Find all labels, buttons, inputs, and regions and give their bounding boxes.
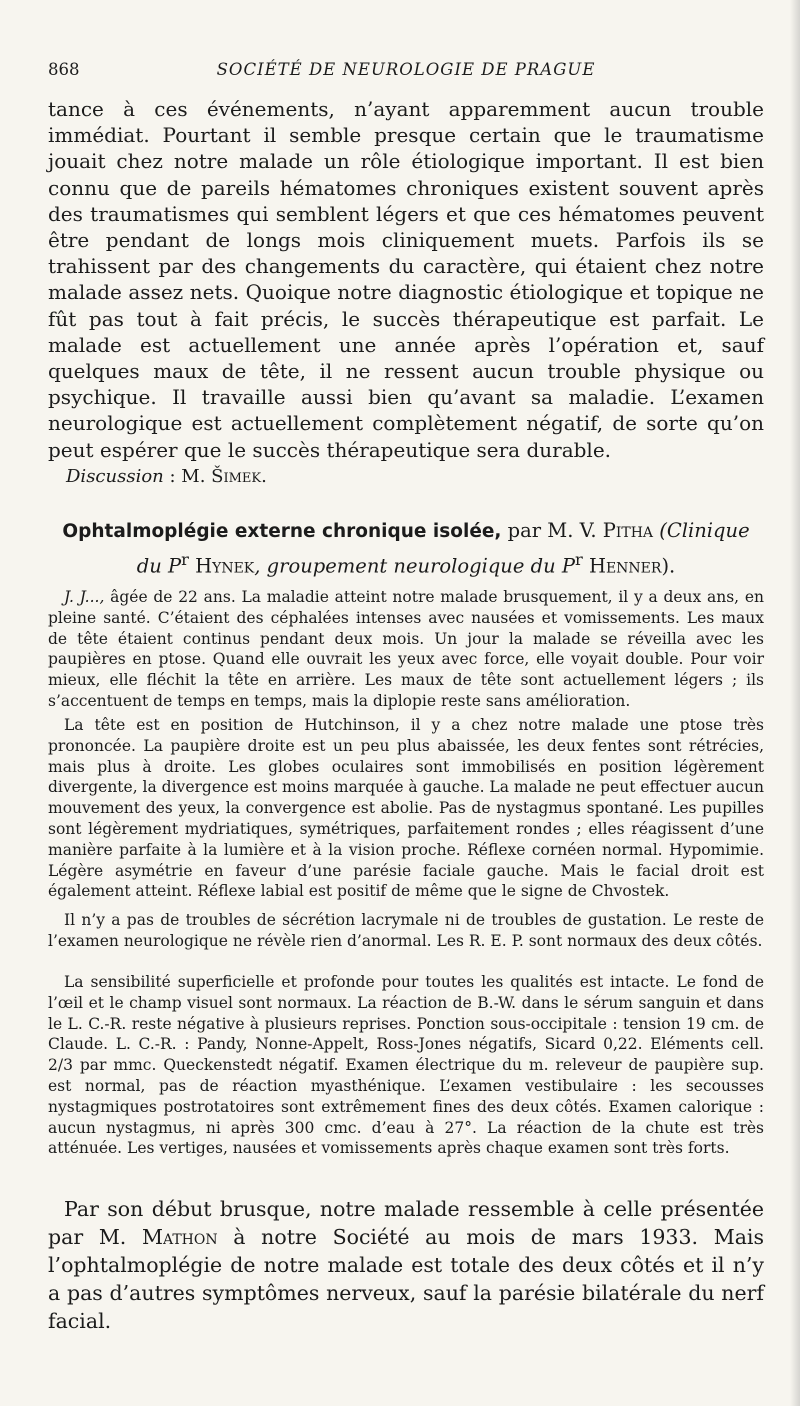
affiliation-open: (Clinique du P — [136, 519, 750, 578]
discussion-name: M. Šimek. — [181, 466, 267, 487]
article-author: Pitha — [602, 519, 654, 542]
closing-part-1: Par son début brusque, notre malade ressemble à celle présentée par M. — [48, 1197, 764, 1249]
article-title: Ophtalmoplégie externe chronique isolée, — [62, 521, 502, 542]
scan-edge — [790, 0, 800, 1406]
discussion-label: Discussion — [66, 466, 164, 487]
case-paragraph-3 — [48, 910, 764, 952]
case-paragraph-4 — [48, 972, 764, 1159]
affiliation-mid: , groupement neurologique du P — [254, 554, 575, 578]
article-by: par M. V. — [501, 519, 603, 542]
affiliation-close: ). — [661, 554, 676, 578]
affiliation-sup-1: r — [181, 550, 189, 569]
page-header — [48, 60, 764, 84]
patient-initials: J. J..., — [64, 588, 105, 606]
closing-name: Mathon — [142, 1225, 218, 1249]
article-heading — [48, 517, 764, 581]
affiliation-head-2: Henner — [582, 554, 662, 578]
case-paragraph-1 — [48, 587, 764, 712]
closing-paragraph — [48, 1195, 764, 1335]
case-paragraph-2-text: La tête est en position de Hutchinson, il y a chez notre malade une ptose très prononcée. La paupière droite est un peu plus abaissée, les deux fentes sont rétrécies, mais plus à droite. Les globes oculaires sont immobilisés en position légèrement divergente, la divergence est moins marquée à gauche. La malade ne peut effectuer aucun mouvement des yeux, la convergence est abolie. Pas de nystagmus spontané. Les pupilles sont légèrement mydriatiques, symétriques, parfaitement rondes ; elles réagissent d’une manière parfaite à la lumière et à la vision proche. Réflexe cornéen normal. Hypomimie. Légère asymétrie en faveur d’une parésie faciale gauche. Mais le facial droit est également atteint. Réflexe labial est positif de même que le signe de Chvostek. — [48, 716, 764, 901]
case-paragraph-4-text: La sensibilité superficielle et profonde pour toutes les qualités est intacte. Le fond de l’œil et le champ visuel sont normaux. La réaction de B.-W. dans le sérum sanguin et dans le L. C.-R. reste négative à plusieurs reprises. Ponction sous-occipitale : tension 19 cm. de Claude. L. C.-R. : Pandy, Nonne-Appelt, Ross-Jones négatifs, Sicard 0,22. Eléments cell. 2/3 par mmc. Queckenstedt négatif. Examen électrique du m. releveur de paupière sup. est normal, pas de réaction myasthénique. L’examen vestibulaire : les secousses nystagmiques postrotatoires sont extrêmement fines des deux côtés. Examen calorique : aucun nystagmus, ni après 300 cmc. d’eau à 27°. La réaction de la chute est très atténuée. Les vertiges, nausées et vomissements après chaque examen sont très forts. — [48, 973, 764, 1158]
case-paragraph-3-text: Il n’y a pas de troubles de sécrétion lacrymale ni de troubles de gustation. Le reste de l’examen neurologique ne révèle rien d’anormal. Les R. E. P. sont normaux des deux côtés. — [48, 911, 764, 950]
page-number: 868 — [48, 60, 80, 79]
running-title: SOCIÉTÉ DE NEUROLOGIE DE PRAGUE — [216, 60, 596, 79]
discussion-separator: : — [163, 466, 182, 487]
affiliation-head-1: Hynek — [188, 554, 255, 578]
case-paragraph-2 — [48, 715, 764, 902]
affiliation-sup-2: r — [574, 550, 583, 569]
discussion-line — [66, 466, 267, 487]
closing-part-2: à notre Société au mois de mars 1933. Mais l’ophtalmoplégie de notre malade est totale des deux côtés et il n’y a pas d’autres symptômes nerveux, sauf la parésie bilatérale du nerf facial. — [48, 1225, 764, 1333]
intro-paragraph: tance à ces événements, n’ayant apparemment aucun trouble immédiat. Pourtant il semble presque certain que le traumatisme jouait chez notre malade un rôle étiologique important. Il est bien connu que de pareils hématomes chroniques existent souvent après des traumatismes qui semblent légers et que ces hématomes peuvent être pendant de longs mois cliniquement muets. Parfois ils se trahissent par des changements du caractère, qui étaient chez notre malade assez nets. Quoique notre diagnostic étiologique et topique ne fût pas tout à fait précis, le succès thérapeutique est parfait. Le malade est actuellement une année après l’opération et, sauf quelques maux de tête, il ne ressent aucun trouble physique ou psychique. Il travaille aussi bien qu’avant sa maladie. L’examen neurologique est actuellement complètement négatif, de sorte qu’on peut espérer que le succès thérapeutique sera durable. — [48, 97, 764, 462]
case-paragraph-1-text: âgée de 22 ans. La maladie atteint notre malade brusquement, il y a deux ans, en pleine santé. C’étaient des céphalées intenses avec nausées et vomissements. Les maux de tête étaient continus pendant deux mois. Un jour la malade se réveilla avec les paupières en ptose. Quand elle ouvrait les yeux avec force, elle voyait double. Pour voir mieux, elle fléchit la tête en arrière. Les maux de tête sont actuellement légers ; ils s’accentuent de temps en temps, mais la diplopie reste sans amélioration. — [48, 588, 764, 710]
